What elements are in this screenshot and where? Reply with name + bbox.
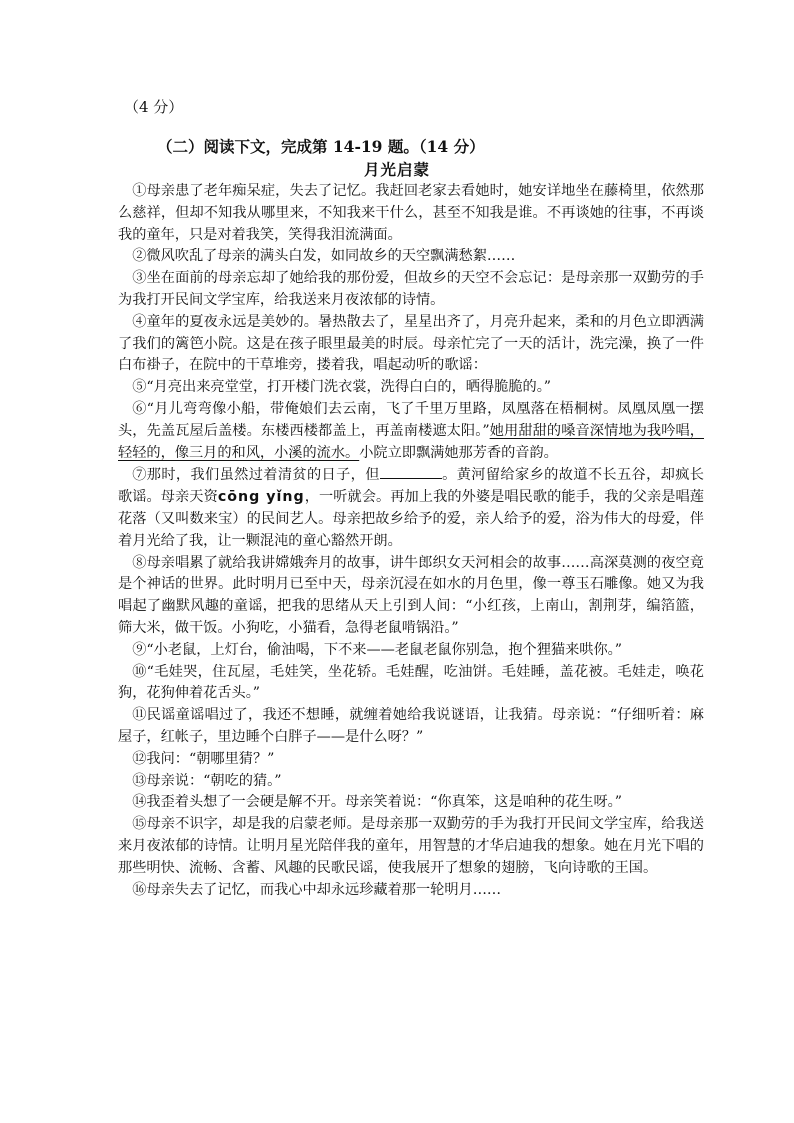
paragraph-7-middle: 。黄河留给家乡的故道不长五谷，却疯长歌谣。母亲天资 — [118, 467, 704, 506]
paragraph-16: ⑯母亲失去了记忆，而我心中却永远珍藏着那一轮明月…… — [132, 881, 502, 898]
paragraph-9: ⑨“小老鼠，上灯台，偷油喝，下不来——老鼠老鼠你别急，抱个狸猫来哄你。” — [132, 641, 622, 658]
paragraph-14: ⑭我歪着头想了一会硬是解不开。母亲笑着说：“你真笨，这是咱种的花生呀。” — [132, 794, 622, 811]
paragraph-6 — [118, 399, 704, 464]
paragraph-6-song: ⑥“月儿弯弯像小船，带俺娘们去云南，飞了千里万里路，凤凰落在梧桐树。凤凰凤凰一摆头，先盖瓦屋后盖楼。东楼西楼都盖上，再盖南楼遮太阳。” — [118, 400, 704, 439]
paragraph-1: ①母亲患了老年痴呆症，失去了记忆。我赶回老家去看她时，她安详地坐在藤椅里，依然那么慈祥，但却不知我从哪里来，不知我来干什么，甚至不知我是谁。不再谈她的往事，不再谈我的童年，只是对着我笑，笑得我泪流满面。 — [118, 183, 704, 243]
paragraph-7 — [118, 464, 704, 552]
section-heading: （二）阅读下文，完成第 14-19 题。（14 分） — [157, 137, 485, 156]
pinyin-text: cōng yǐng — [217, 489, 305, 506]
passage-body — [118, 181, 704, 901]
previous-question-score: （4 分） — [124, 98, 184, 116]
paragraph-13: ⑬母亲说：“朝吃的猜。” — [132, 772, 282, 789]
paragraph-4: ④童年的夏夜永远是美妙的。暑热散去了，星星出齐了，月亮升起来，柔和的月色立即洒满了我们的篱笆小院。这是在孩子眼里最美的时辰。母亲忙完了一天的活计，洗完澡，换了一件白布褂子，在院中的干草堆旁，搂着我，唱起动听的歌谣： — [118, 313, 704, 374]
paragraph-7-end: ，一听就会。再加上我的外婆是唱民歌的能手，我的父亲是唱莲花落（又叫数来宝）的民间艺人。母亲把故乡给予的爱，亲人给予的爱，浴为伟大的母爱，伴着月光给了我，让一颗混沌的童心豁然开朗。 — [118, 489, 704, 549]
paragraph-10: ⑩“毛娃哭，住瓦屋，毛娃笑，坐花轿。毛娃醒，吃油饼。毛娃睡，盖花被。毛娃走，唤花狗，花狗伸着花舌头。” — [118, 663, 704, 702]
paragraph-3: ③坐在面前的母亲忘却了她给我的那份爱，但故乡的天空不会忘记：是母亲那一双勤劳的手为我打开民间文学宝库，给我送来月夜浓郁的诗情。 — [118, 270, 704, 308]
paragraph-12: ⑫我问：“朝哪里猜？” — [132, 750, 275, 767]
paragraph-7-start: ⑦那时，我们虽然过着清贫的日子，但 — [132, 467, 380, 484]
paragraph-2: ②微风吹乱了母亲的满头白发，如同故乡的天空飘满愁絮…… — [132, 248, 516, 265]
paragraph-6-end: 小院立即飘满她那芳香的音韵。 — [359, 444, 558, 461]
passage-title: 月光启蒙 — [363, 160, 430, 179]
paragraph-8: ⑧母亲唱累了就给我讲嫦娥奔月的故事，讲牛郎织女天河相会的故事……高深莫测的夜空竟是个神话的世界。此时明月已至中天，母亲沉浸在如水的月色里，像一尊玉石雕像。她又为我唱起了幽默风趣的童谣，把我的思绪从天上引到人间：“小红孩，上南山，割荆芽，编箔篮，筛大米，做干饭。小狗吃，小猫看，急得老鼠啃锅沿。” — [118, 554, 704, 636]
paragraph-15: ⑮母亲不识字，却是我的启蒙老师。是母亲那一双勤劳的手为我打开民间文学宝库，给我送来月夜浓郁的诗情。让明月星光陪伴我的童年，用智慧的才华启迪我的想象。她在月光下唱的那些明快、流畅、含蓄、风趣的民歌民谣，使我展开了想象的翅膀，飞向诗歌的王国。 — [118, 816, 704, 876]
paragraph-11: ⑪民谣童谣唱过了，我还不想睡，就缠着她给我说谜语，让我猜。母亲说：“仔细听着：麻屋子，红帐子，里边睡个白胖子——是什么呀？” — [118, 707, 704, 745]
underlined-sentence: 她用甜甜的嗓音深情地为我吟唱，轻轻的，像三月的和风，小溪的流水。 — [118, 422, 704, 461]
fill-in-blank — [380, 464, 442, 479]
paragraph-5: ⑤“月亮出来亮堂堂，打开楼门洗衣裳，洗得白白的，晒得脆脆的。” — [132, 379, 552, 396]
